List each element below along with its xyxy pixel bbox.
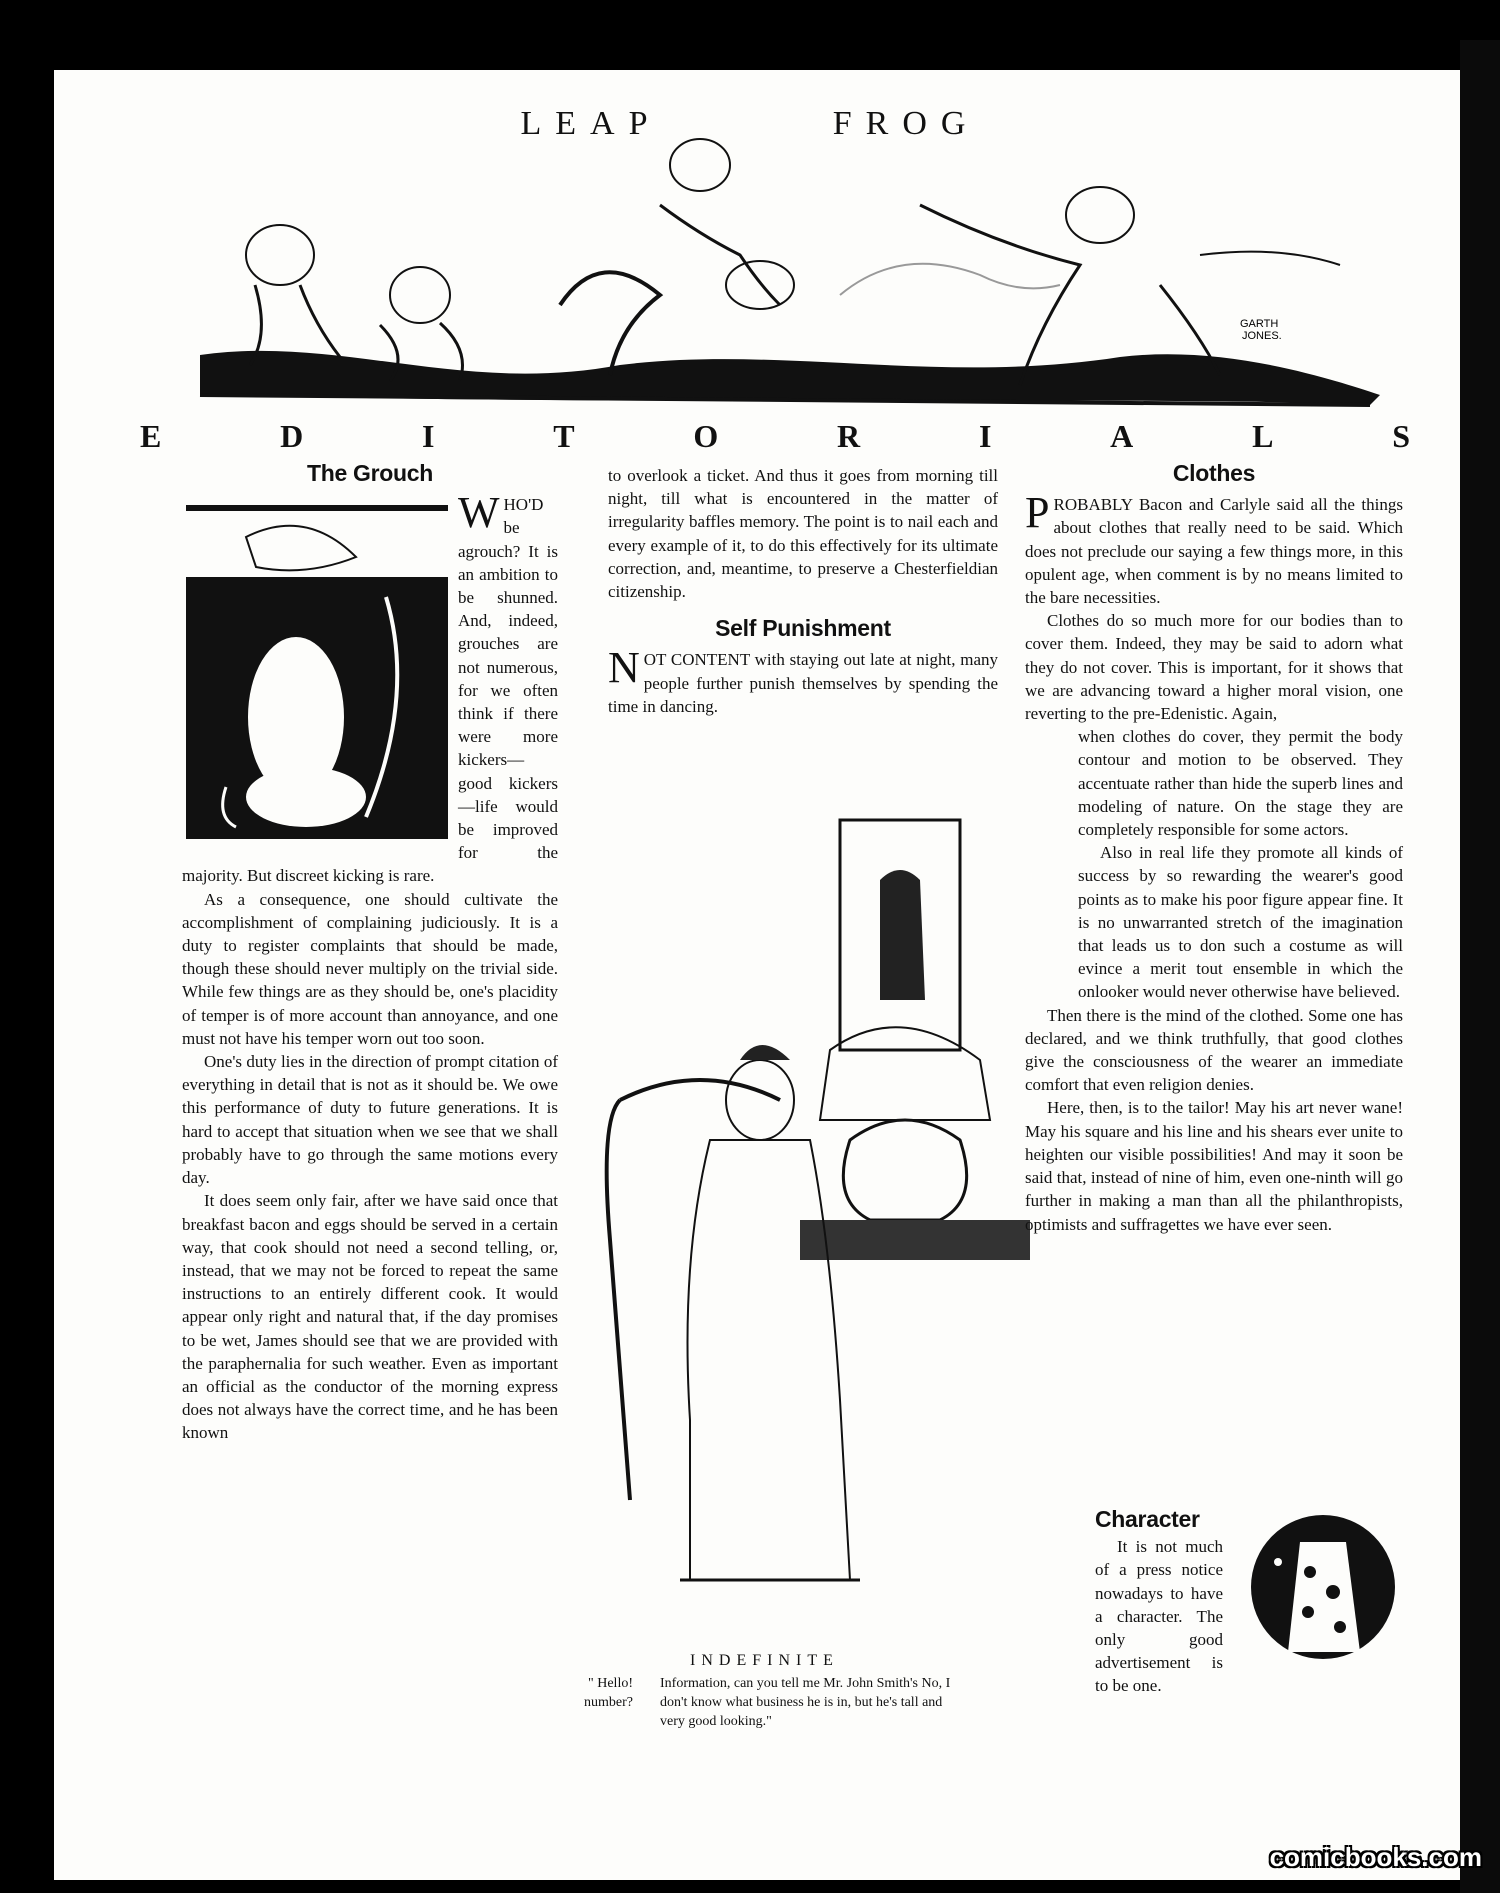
indefinite-illustration <box>560 800 1030 1640</box>
banner-title <box>0 105 1500 143</box>
grouch-paragraph: It does seem only fair, after we have said once that breakfast bacon and eggs should be served in a certain way, that cook should not need a second telling, or, instead, that we may not be forced to repeat the same instructions to an entirely different cook. It would appear only right and natural that, if the day promises to be wet, James should see that we are provided with the paraphernalia for such weather. Even as important an official as the conductor of the morning express does not always have the correct time, and he has been known <box>182 1191 558 1443</box>
self-punishment-title: Self Punishment <box>715 615 891 642</box>
self-punishment-text: OT CONTENT with staying out late at night, many people further punish themselves by spending the time in dancing. <box>608 650 998 716</box>
heading-letter: A <box>1110 418 1134 454</box>
heading-letter: I <box>978 418 992 454</box>
grouch-title: The Grouch <box>306 460 434 486</box>
clothes-paragraph: Here, then, is to the tailor! May his art never wane! May his square and his line and his shears ever unite to heighten our visible possibilities! And may it soon be said that, instead of nine of him, even one-ninth will go further in making a man than all the philanthropists, optimists and suffragettes we have ever seen. <box>1025 1098 1403 1234</box>
grouch-column <box>182 462 558 1445</box>
self-punishment-dropcap: N <box>608 643 640 693</box>
character-text: It is not much of a press notice nowadays to have a character. The only good advertisement is to be one. <box>1095 1537 1223 1696</box>
clothes-paragraph: Clothes do so much more for our bodies than to cover them. Indeed, they may be said to adorn what they do not cover. This is important, for it shows that we are advancing toward a higher moral vision, one reverting to the pre-Edenistic. Again, <box>1025 611 1403 724</box>
heading-letter: T <box>553 418 575 454</box>
heading-letter: E <box>140 418 162 454</box>
heading-letter: O <box>693 418 719 454</box>
grouch-illustration <box>186 497 448 847</box>
banner-right-word: FROG <box>832 105 980 142</box>
heading-letter: L <box>1252 418 1274 454</box>
caption-title: INDEFINITE <box>690 1652 839 1669</box>
clothes-paragraph: Also in real life they promote all kinds of success by so rewarding the wearer's good points as to make his poor figure appear fine. It is no unwarranted stretch of the imagination that leads us to don such a costume as will evince a merit tout ensemble in which the onlooker would never otherwise have believed. <box>1078 843 1403 1002</box>
clothes-dropcap: P <box>1025 488 1050 538</box>
heading-letter: S <box>1392 418 1410 454</box>
grouch-dropcap: W <box>458 488 500 538</box>
middle-column <box>608 464 998 718</box>
leap-frog-illustration <box>140 95 1380 415</box>
heading-letter: I <box>422 418 435 454</box>
clothes-title: Clothes <box>1172 460 1256 486</box>
grouch-intro-rest: the majority. But discreet kicking is rare. <box>182 843 558 886</box>
character-title: Character <box>1095 1506 1200 1532</box>
character-section <box>1095 1508 1223 1698</box>
banner-left-word: LEAP <box>520 105 661 142</box>
grouch-paragraph: As a consequence, one should cultivate the accomplishment of complaining judiciously. It is a duty to register complaints that should be made, though these should never multiply on the trivial side. While few things are as they should be, one's placidity of temper is of more account than annoyance, and one must not have his temper worn out too soon. <box>182 889 558 1048</box>
site-watermark: comicbooks.com <box>1269 1842 1482 1872</box>
clothes-paragraph: when clothes do cover, they permit the body contour and motion to be observed. They accentuate rather than hide the superb lines and modeling of nature. On the stage they are completely responsible for some actors. <box>1078 727 1403 840</box>
heading-letter: D <box>280 418 304 454</box>
caption-quote: Information, can you tell me Mr. John Smith's No, I don't know what business he is in, but he's tall and very good looking." <box>660 1676 951 1729</box>
clothes-intro: ROBABLY Bacon and Carlyle said all the things about clothes that really need to be said. Which does not preclude our saying a few things more, in this opulent age, when comment is by no means limited to the bare necessities. <box>1025 495 1403 608</box>
character-illustration <box>1248 1512 1398 1662</box>
caption-speaker-line: " Hello! number? <box>584 1676 633 1710</box>
section-heading <box>140 418 1410 455</box>
grouch-intro: HO'D be agrouch? It is an ambition to be shunned. And, indeed, grouches are not numerous, for we often think if there were more kickers—good kickers—life would be improved for <box>458 495 558 863</box>
grouch-continuation: to overlook a ticket. And thus it goes from morning till night, till what is encountered in the matter of irregularity baffles memory. The point is to nail each and every example of it, to do this effectively for its ultimate correction, and, meantime, to preserve a Chesterfieldian citizenship. <box>608 466 998 602</box>
clothes-column <box>1025 462 1403 1236</box>
page-edge-shadow <box>1460 40 1500 1893</box>
grouch-paragraph: One's duty lies in the direction of prompt citation of everything in detail that is not as it should be. We owe this performance of duty to future generations. It is hard to accept that situation when we see that we shall probably have to go through the same motions every day. <box>182 1052 558 1188</box>
clothes-paragraph: Then there is the mind of the clothed. Some one has declared, and we think truthfully, that good clothes give the consciousness of the wearer an immediate comfort that even religion denies. <box>1025 1005 1403 1095</box>
heading-letter: R <box>837 418 861 454</box>
artist-signature: GARTH <box>1240 318 1279 330</box>
svg-text:JONES.: JONES. <box>1242 330 1282 342</box>
